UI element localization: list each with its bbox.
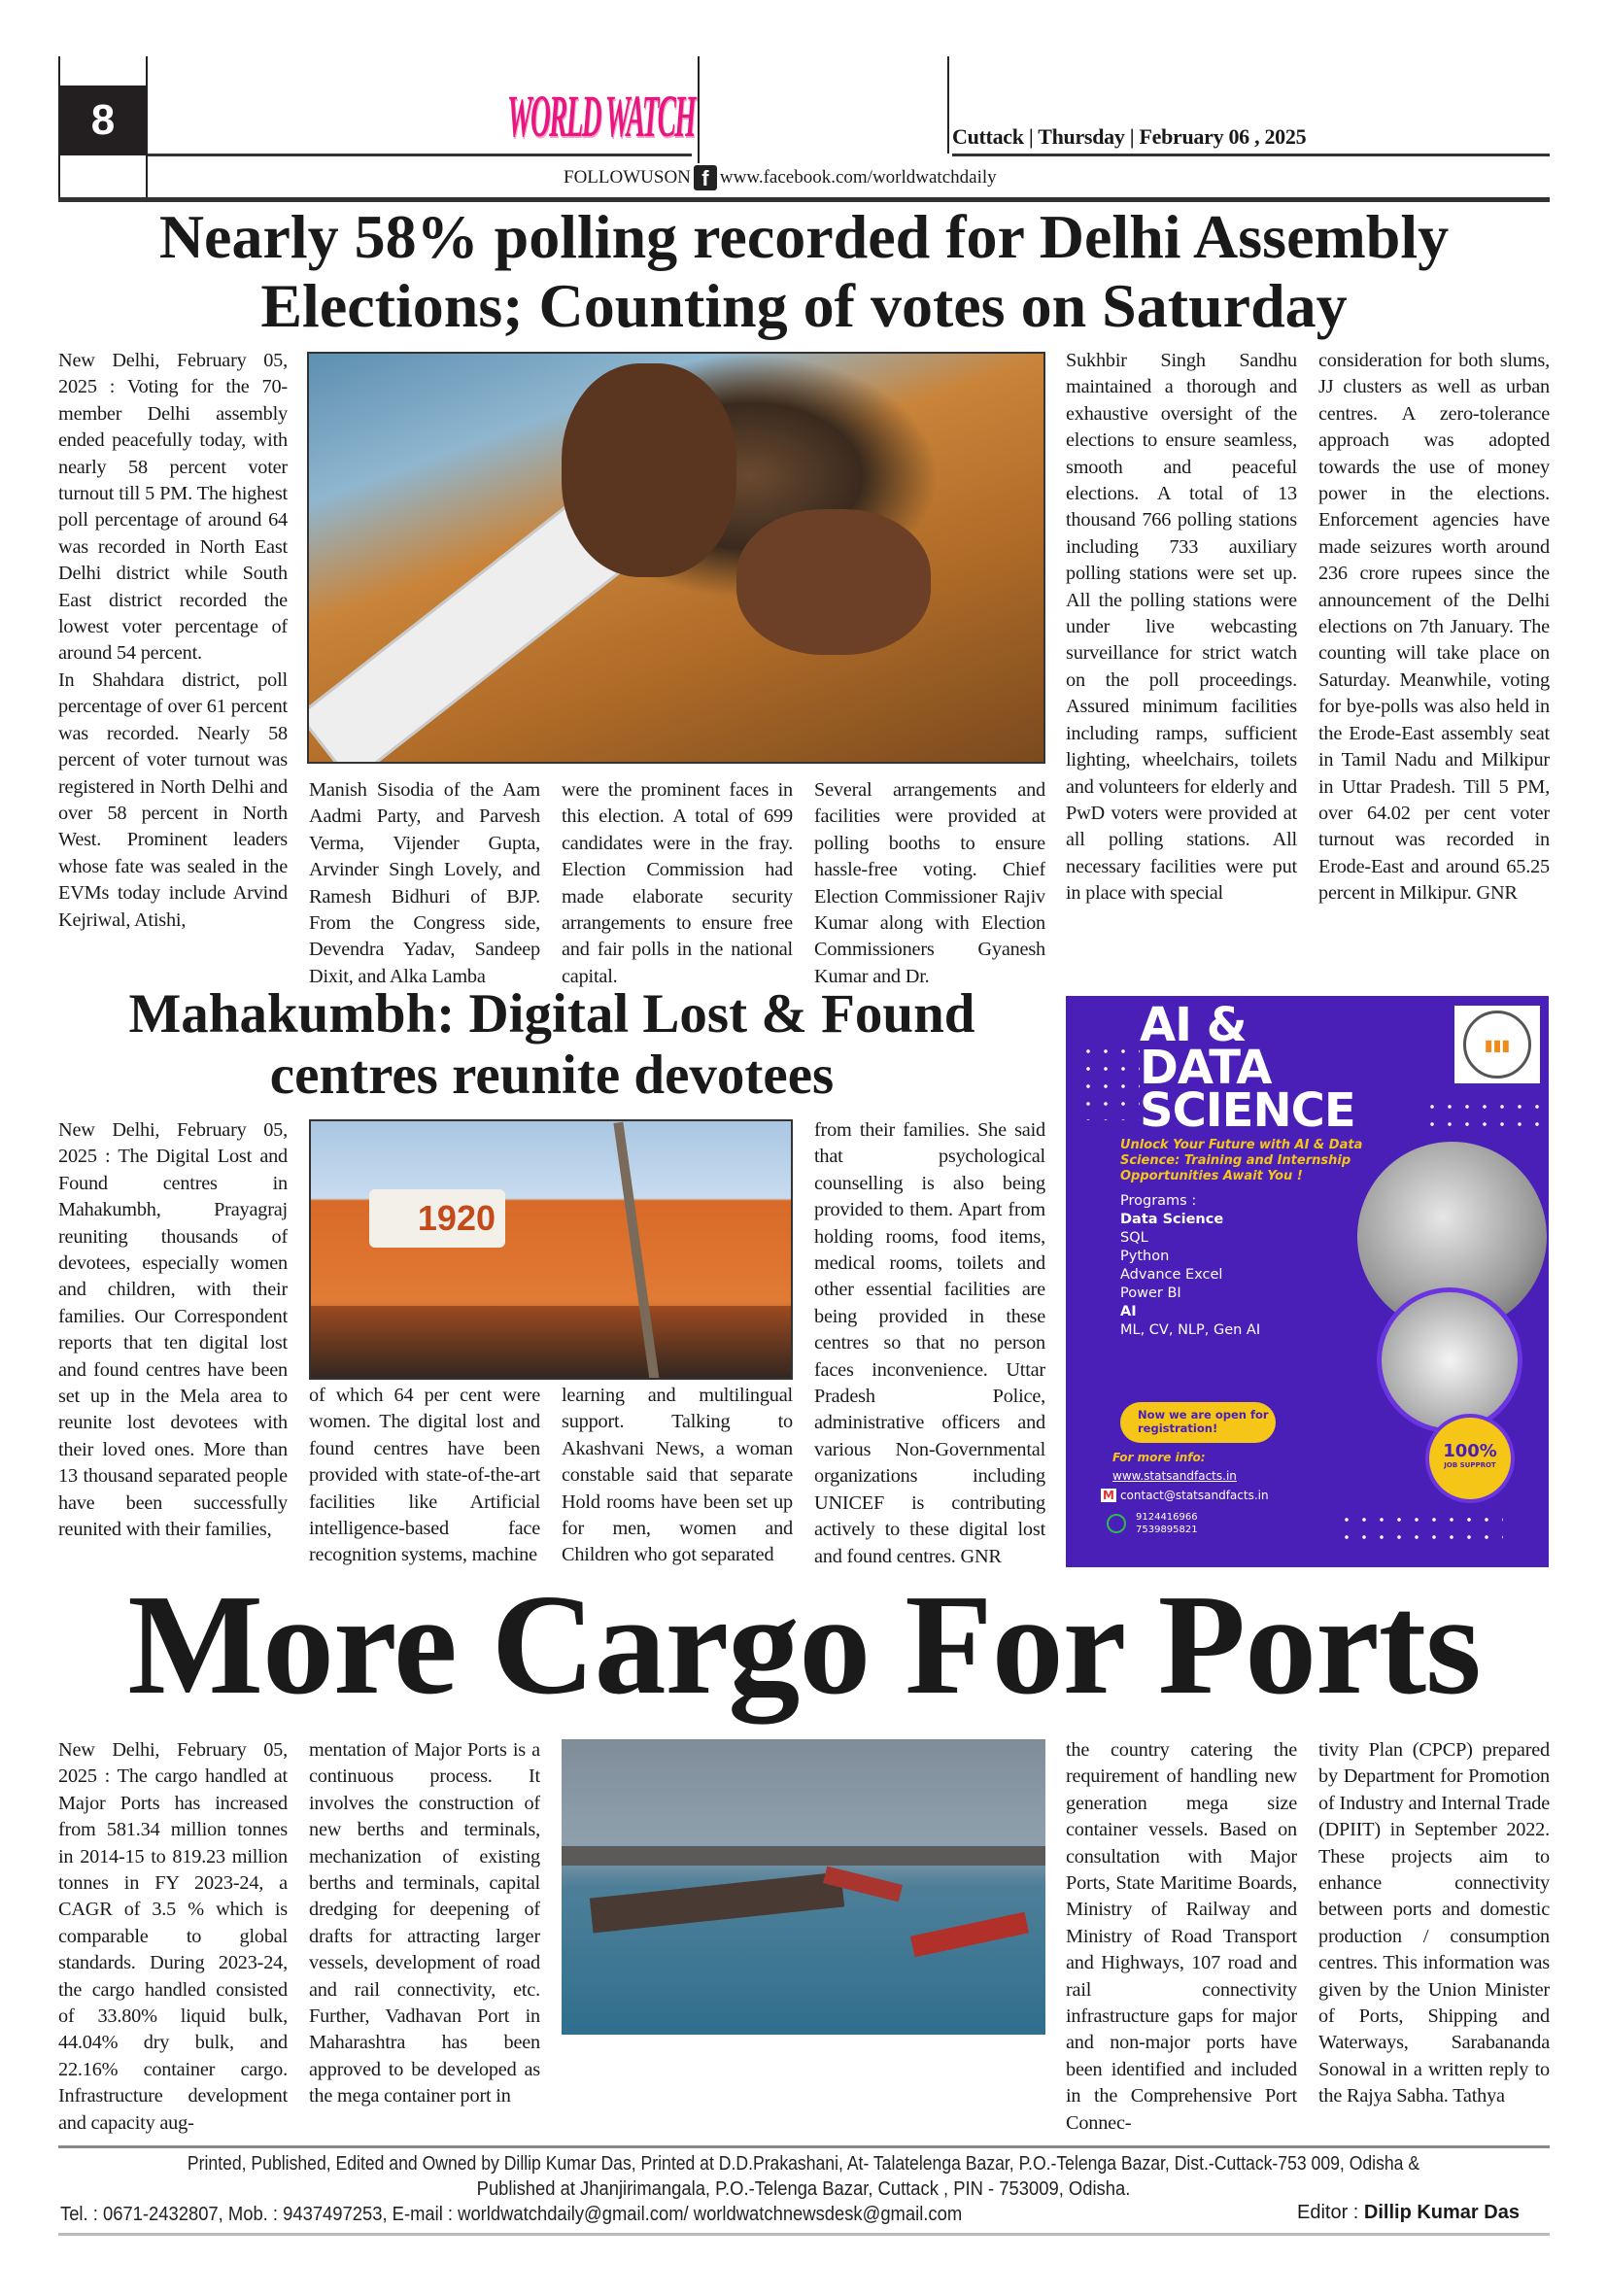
facebook-link[interactable]: www.facebook.com/worldwatchdaily — [719, 167, 997, 188]
article-column: mentation of Major Ports is a continuous process. It involves the construction of new berths and terminals, mechanization of existing berths and terminals, capital dredging for deepening of drafts for attracting larger vessels, development of road and rail connectivity, etc. Further, Vadhavan Port in Maharashtra has been approved to be developed as the mega container port in — [309, 1739, 540, 2108]
badge-text: JOB SUPPROT — [1444, 1461, 1496, 1469]
editor-credit — [1297, 2202, 1520, 2224]
editor-name: Dillip Kumar Das — [1363, 2202, 1520, 2223]
article-column: were the prominent faces in this election. A total of 699 candidates were in the fray. Election Commission had made elaborate security arrangements to ensure free and fair polls in the national capital. — [562, 779, 793, 987]
article-column: from their families. She said that psychological counselling is also being provided to them. Apart from holding rooms, food items, medical rooms, toilets and other essential facilities are being provided in these centres so that no person faces inconvenience. Uttar Pradesh Police, administrative officers and various Non-Governmental organizations including UNICEF is contributing actively to these digital lost and found centres. GNR — [814, 1119, 1045, 1567]
program-item: AI — [1120, 1304, 1137, 1319]
paragraph: In Shahdara district, poll percentage of over 61 percent was recorded. Nearly 58 percent of voter turnout was registered in North Delhi and over 58 percent in North West. Prominent leaders whose fate was sealed in the EVMs today include Arvind Kejriwal, Atishi, — [58, 668, 288, 931]
hand — [736, 509, 931, 655]
website-link[interactable]: www.statsandfacts.in — [1112, 1469, 1237, 1483]
article-column: New Delhi, February 05, 2025 : The Digital Lost and Found centres in Mahakumbh, Prayagraj reuniting thousands of devotees, especially women and children, with their families. Our Correspondent reports that ten digital lost and found centres have been set up in the Mela area to reunite lost devotees with their loved ones. More than 13 thousand separated people have been successfully reunited with their families, — [58, 1119, 288, 1541]
headline-line: Nearly 58% polling recorded for Delhi Assembly — [158, 202, 1450, 271]
article-column: consideration for both slums, JJ clusters as well as urban centres. A zero-tolerance approach was adopted towards the use of money power in the elections. Enforcement agencies have made seizures worth around 236 crore rupees since the announcement of the Delhi elections on 7th January. The counting will take place on Saturday. Meanwhile, voting for bye-polls was also held in the Erode-East assembly seat in Tamil Nadu and Milkipur in Uttar Pradesh. Till 5 PM, over 64.02 per cent voter turnout was recorded in Erode-East and around 65.25 percent in Milkipur. GNR — [1318, 350, 1550, 905]
ad-text-block — [1120, 998, 1363, 1340]
crowd — [311, 1306, 793, 1380]
imprint-line: Printed, Published, Edited and Owned by Dillip Kumar Das, Printed at D.D.Prakashani, At- Talatelenga Bazar, P.O.-Telenga Bazar, Dist.-Cuttack-753 009, Odisha & — [187, 2153, 1420, 2175]
mail-icon: M — [1103, 1489, 1114, 1502]
statsandfacts-logo — [1454, 1006, 1540, 1083]
helpline-sign: 1920 — [369, 1189, 505, 1248]
imprint-line: Published at Jhanjirimangala, P.O.-Telenga Bazar, Cuttack , PIN - 753009, Odisha. — [476, 2178, 1131, 2200]
phone-number: 9124416966 — [1136, 1512, 1198, 1523]
footer-bottom-rule — [58, 2233, 1550, 2236]
headline-line: Elections; Counting of votes on Saturday — [260, 271, 1348, 340]
contact-line: Tel. : 0671-2432807, Mob. : 9437497253, E-mail : worldwatchdaily@gmail.com/ worldwatchnewsdesk@gmail.com — [60, 2204, 963, 2225]
program-item: Power BI — [1120, 1285, 1181, 1301]
ad-title-line: DATA — [1140, 1041, 1272, 1095]
job-support-badge — [1425, 1414, 1515, 1503]
ad-title — [1140, 998, 1363, 1138]
programs-label: Programs : — [1120, 1193, 1197, 1209]
headline-mahakumbh — [58, 983, 1045, 1106]
footer-rule — [58, 2145, 1550, 2148]
more-info-label: For more info: — [1112, 1451, 1206, 1464]
page-number: 8 — [60, 86, 146, 155]
article-column: Several arrangements and facilities were provided at polling booths to ensure hassle-free voting. Chief Election Commissioner Rajiv Kumar along with Election Commissioners Gyanesh Kumar and Dr. — [814, 779, 1045, 987]
decorative-dots — [1338, 1511, 1503, 1546]
program-item: ML, CV, NLP, Gen AI — [1120, 1322, 1261, 1338]
phone-contact — [1107, 1511, 1198, 1536]
headline-cargo-ports: More Cargo For Ports — [127, 1565, 1481, 1725]
facebook-icon[interactable]: f — [694, 165, 717, 190]
headline-line: centres reunite devotees — [269, 1045, 835, 1106]
hand — [562, 363, 736, 577]
article-column: New Delhi, February 05, 2025 : The cargo handled at Major Ports has increased from 581.34 million tonnes in 2014-15 to 819.23 million tonnes in FY 2023-24, a CAGR of 3.5 % which is comparable to global standards. During 2023-24, the cargo handled consisted of 33.80% liquid bulk, 44.04% dry bulk, and 22.16% container cargo. Infrastructure development and capacity aug- — [58, 1739, 288, 2134]
header-divider — [698, 56, 700, 163]
article-column: tivity Plan (CPCP) prepared by Department for Promotion of Industry and Internal Trade (DPIIT) in September 2022. These projects aim to enhance connectivity between ports and domestic production / consumption centres. This information was given by the Union Minister of Ports, Shipping and Waterways, Sarabananda Sonowal in a written reply to the Rajya Sabha. Tathya — [1318, 1739, 1550, 2108]
article-column: of which 64 per cent were women. The digital lost and found centres have been provided with state-of-the-art facilities like Artificial intelligence-based face recognition systems, machine — [309, 1385, 540, 1566]
ship — [590, 1872, 844, 1934]
follow-us — [564, 165, 997, 190]
bar-chart-icon: ▮▮▮ — [1463, 1011, 1531, 1079]
lost-found-centre-photo — [309, 1119, 793, 1380]
ai-data-science-advertisement[interactable] — [1066, 996, 1549, 1567]
programs-list — [1120, 1192, 1363, 1340]
header-rule — [952, 154, 1550, 156]
port-aerial-photo — [562, 1739, 1045, 2035]
registration-button[interactable]: Now we are open for registration! — [1120, 1402, 1276, 1443]
article-column: Sukhbir Singh Sandhu maintained a thorough and exhaustive oversight of the elections to ensure seamless, smooth and peaceful elections. A total of 13 thousand 766 polling stations including 733 auxiliary polling stations were set up. All the polling stations were under live webcasting surveillance for strict watch on the poll proceedings. Assured minimum facilities including ramps, sufficient lighting, wheelchairs, toilets and volunteers for elderly and PwD voters were provided at all polling stations. All necessary facilities were put in place with special — [1066, 350, 1297, 905]
ship — [910, 1912, 1029, 1957]
header-divider — [146, 56, 148, 202]
program-item: Advance Excel — [1120, 1267, 1223, 1283]
badge-percent: 100% — [1443, 1441, 1497, 1461]
masthead-logo: WORLD WATCH — [507, 85, 696, 151]
program-item: SQL — [1120, 1230, 1148, 1246]
phone-number: 7539895821 — [1136, 1525, 1198, 1535]
header-divider — [947, 56, 949, 154]
ad-tagline: Unlock Your Future with AI & Data Science: Training and Internship Opportunities Await You ! — [1120, 1138, 1363, 1183]
laptop-photo — [1377, 1287, 1522, 1433]
article-column: learning and multilingual support. Talking to Akashvani News, a woman constable said that separate Hold rooms have been set up for men, women and Children who got separated — [562, 1385, 793, 1566]
decorative-dots — [1423, 1098, 1545, 1133]
ad-title-line: SCIENCE — [1140, 1083, 1355, 1138]
ad-title-line: AI & — [1140, 998, 1247, 1052]
program-item: Data Science — [1120, 1212, 1224, 1227]
whatsapp-icon — [1107, 1514, 1126, 1533]
dateline: Cuttack | Thursday | February 06 , 2025 — [952, 124, 1307, 149]
header-rule — [148, 154, 692, 156]
article-column: Manish Sisodia of the Aam Aadmi Party, and Parvesh Verma, Vijender Gupta, Arvinder Singh Lovely, and Ramesh Bidhuri of BJP. From the Congress side, Devendra Yadav, Sandeep Dixit, and Alka Lamba — [309, 779, 540, 987]
voting-photo — [307, 352, 1045, 764]
article-column — [58, 348, 288, 989]
follow-label: FOLLOWUSON — [564, 167, 691, 188]
paragraph: New Delhi, February 05, 2025 : Voting for the 70-member Delhi assembly ended peacefully today, with nearly 58 percent voter turnout till 5 PM. The highest poll percentage of around 64 was recorded in North East Delhi district while South East district recorded the lowest voter percentage of around 54 percent. — [58, 350, 288, 665]
headline-line: Mahakumbh: Digital Lost & Found — [128, 983, 975, 1045]
shoreline — [562, 1846, 1045, 1866]
program-item: Python — [1120, 1249, 1170, 1264]
email-contact[interactable] — [1101, 1489, 1269, 1502]
editor-label: Editor : — [1297, 2202, 1364, 2223]
headline-delhi-polls — [53, 202, 1555, 340]
email-text: contact@statsandfacts.in — [1119, 1489, 1269, 1502]
article-column: the country catering the requirement of handling new generation mega size container vessels. Based on consultation with Major Ports, State Maritime Boards, Ministry of Railway and Ministry of Road Transport and Highways, 107 road and rail connectivity infrastructure gaps for major and non-major ports have been identified and included in the Comprehensive Port Connec- — [1066, 1739, 1297, 2134]
